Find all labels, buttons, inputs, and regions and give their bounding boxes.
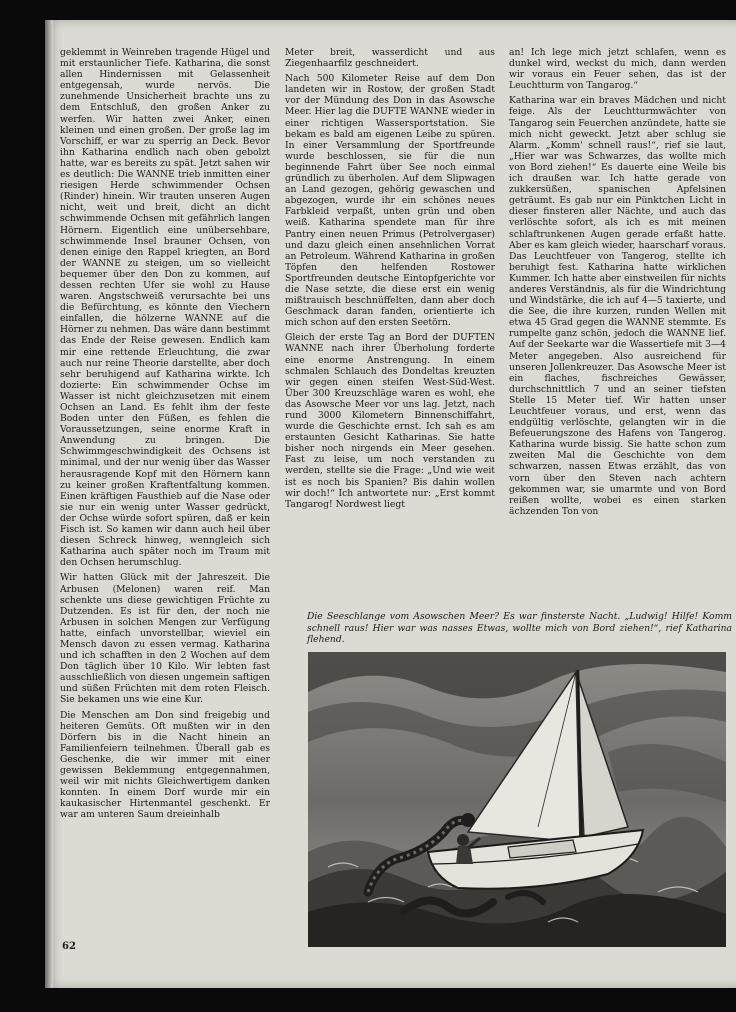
text-column-2 — [285, 47, 495, 602]
text-column-3 — [509, 47, 726, 602]
paragraph: Die Menschen am Don sind freigebig und heiteren Gemüts. Oft mußten wir in den Dörfern bis in die Nacht hinein an Familienfeiern teilnehmen. Überall gab es Geschenke, die wir immer mit einer gewissen Beklemmung entgegennahmen, weil wir mit nichts Gleichwertigem danken konnten. In einem Dorf wurde mir ein kaukasischer Hirtenmantel geschenkt. Er war am unteren Saum dreieinhalb — [60, 709, 270, 821]
paragraph: Gleich der erste Tag an Bord der DUFTEN WANNE nach ihrer Überholung forderte eine enorme Anstrengung. In einem schmalen Schlauch des Dondeltas kreuzten wir gegen einen steifen West-Süd-West. Über 300 Kreuzschläge waren es wohl, ehe das Asowsche Meer vor uns lag. Jetzt, nach rund 3000 Kilometern Binnenschiffahrt, wurde die Geschichte ernst. Ich sah es am erstaunten Gesicht Katharinas. Sie hatte bisher noch nirgends ein Meer gesehen. Fast zu leise, um noch verstanden zu werden, stellte sie die Frage: „Und wie weit ist es noch bis Spanien? Bis dahin wollen wir doch!“ Ich antwortete nur: „Erst kommt Tangarog! Nordwest liegt — [285, 332, 495, 510]
paragraph: Katharina war ein braves Mädchen und nicht feige. Als der Leuchtturmwächter von Tangarog sein Feuerchen anzündete, hatte sie mich nicht geweckt. Jetzt aber schlug sie Alarm. „Komm' schnell raus!“, rief sie laut, „Hier war was Schwarzes, das wollte mich von Bord ziehen!“ Es dauerte eine Weile bis ich draußen war. Ich hatte gerade von zukkersüßen, spanischen Apfelsinen geträumt. Es gab nur ein Pünktchen Licht in dieser finsteren aller Nächte, und auch das verlöschte sofort, als ich es mit meinen schlaftrunkenen Augen gerade erfaßt hatte. Aber es kam gleich wieder, haarscharf voraus. Das Leuchtfeuer von Tangerog, stellte ich beruhigt fest. Katharina hatte wirklichen Kummer. Ich hatte aber einstweilen für nichts anderes Verständnis, als für die Windrichtung und Windstärke, die ich auf 4—5 taxierte, und die See, die ihre kurzen, runden Wellen mit etwa 45 Grad gegen die WANNE stemmte. Es rumpelte ganz schön, jedoch die WANNE lief. Auf der Seekarte war die Wassertiefe mit 3—4 Meter angegeben. Also ausreichend für unseren Jollenkreuzer. Das Asowsche Meer ist ein flaches, fischreiches Gewässer, durchschnittlich 7 und an seiner tiefsten Stelle 15 Meter tief. Wir hatten unser Leuchtfeuer voraus, und erst, wenn das endgültig verlöschte, gelangten wir in die Befeuerungszone des Hafens von Tangerog. Katharina wurde bissig. Sie hatte schon zum zweiten Mal die Geschichte von dem schwarzen, nassen Etwas erzählt, das von vorn über den Steven nach achtern gekommen war, sie umarmte und von Bord reißen wollte, wobei es einen starken ächzenden Ton von — [509, 95, 726, 517]
paragraph: geklemmt in Weinreben tragende Hügel und mit erstaunlicher Tiefe. Katharina, die sonst allen Hindernissen mit Gelassenheit entgegensah, wurde nervös. Die zunehmende Unsicherheit brachte uns zu dem Entschluß, den großen Anker zu werfen. Wir hatten zwei Anker, einen kleinen und einen großen. Der große lag im Vorschiff, er war zu sperrig an Deck. Bevor ihn Katharina endlich nach oben gebolzt hatte, war es bereits zu spät. Jetzt sahen wir es deutlich: Die WANNE trieb inmitten einer riesigen Herde schwimmender Ochsen (Rinder) hinein. Wir trauten unseren Augen nicht, weit und breit, dicht an dicht schwimmende Ochsen mit gefährlich langen Hörnern. Eigentlich eine unübersehbare, schwimmende Insel brauner Ochsen, von denen einige den Rappel kriegten, an Bord der WANNE zu steigen, um so vielleicht bequemer über den Don zu kommen, auf dessen rechten Ufer sie wohl zu Hause waren. Angstschweiß verursachte bei uns die Befürchtung, es könnte den Viechern einfallen, die hölzerne WANNE auf die Hörner zu nehmen. Das wäre dann bestimmt das Ende der Reise gewesen. Endlich kam mir eine rettende Erleuchtung, die zwar auch nur reine Theorie darstellte, aber doch sehr beruhigend auf Katharina wirkte. Ich dozierte: Ein schwimmender Ochse im Wasser ist nicht gleichzusetzen mit einem Ochsen an Land. Es fehlt ihm der feste Boden unter den Füßen, es fehlen die Voraussetzungen, seine enorme Kraft in Anwendung zu bringen. Die Schwimmgeschwindigkeit des Ochsens ist minimal, und der nur wenig über das Wasser herausragende Kopf mit den Hörnern kann zu keiner großen Kraftentfaltung kommen. Einen kräftigen Fausthieb auf die Nase oder sie nur ein wenig unter Wasser gedrückt, der Ochse würde sofort spüren, daß er kein Fisch ist. So kamen wir dann auch heil über diesen Schreck hinweg, wenngleich sich Katharina auch später noch im Traum mit den Ochsen herumschlug. — [60, 47, 270, 569]
page-spine-shadow — [45, 20, 53, 988]
illustration-caption: Die Seeschlange vom Asowschen Meer? Es war finsterste Nacht. „Ludwig! Hilfe! Komm schnell raus! Hier war was nasses Etwas, wollte mich von Bord ziehen!“, rief Katharina flehend. — [307, 611, 732, 645]
paragraph: an! Ich lege mich jetzt schlafen, wenn es dunkel wird, weckst du mich, dann werden wir voraus ein Feuer sehen, das ist der Leuchtturm von Tangarog.“ — [509, 47, 726, 92]
sailboat-sea-serpent-illustration — [308, 652, 726, 947]
paragraph: Meter breit, wasserdicht und aus Ziegenhaarfilz geschneidert. — [285, 47, 495, 70]
magazine-page — [45, 20, 736, 988]
text-column-1 — [60, 47, 270, 927]
paragraph: Wir hatten Glück mit der Jahreszeit. Die Arbusen (Melonen) waren reif. Man schenkte uns diese gewichtigen Früchte zu Dutzenden. Es ist für den, der noch nie Arbusen in solchen Mengen zur Verfügung hatte, einfach unvorstellbar, wieviel ein Mensch davon zu essen vermag. Katharina und ich schafften in den 2 Wochen auf dem Don täglich über 10 Kilo. Wir lebten fast ausschließlich von diesen ungemein saftigen und süßen Früchten mit dem roten Fleisch. Sie bekamen uns wie eine Kur. — [60, 572, 270, 706]
page-number: 62 — [62, 941, 76, 952]
paragraph: Nach 500 Kilometer Reise auf dem Don landeten wir in Rostow, der großen Stadt vor der Mündung des Don in das Asowsche Meer. Hier lag die DUFTE WANNE wieder in einer richtigen Wassersportstation. Sie bekam es bald am eigenen Leibe zu spüren. In einer Versammlung der Sportfreunde wurde beschlossen, sie für die nun beginnende Fahrt über See noch einmal gründlich zu überholen. Auf dem Slipwagen an Land gezogen, gehörig gewaschen und abgezogen, wurde ihr ein schönes neues Farbkleid verpaßt, unten grün und oben weiß. Katharina spendete man für ihre Pantry einen neuen Primus (Petrolvergaser) und dazu gleich einen ansehnlichen Vorrat an Petroleum. Während Katharina in großen Töpfen den helfenden Rostower Sportfreunden deutsche Eintopfgerichte vor die Nase setzte, die diese erst ein wenig mißtrauisch beschnüffelten, dann aber doch Geschmack daran fanden, orientierte ich mich schon auf den ersten Seetörn. — [285, 73, 495, 329]
